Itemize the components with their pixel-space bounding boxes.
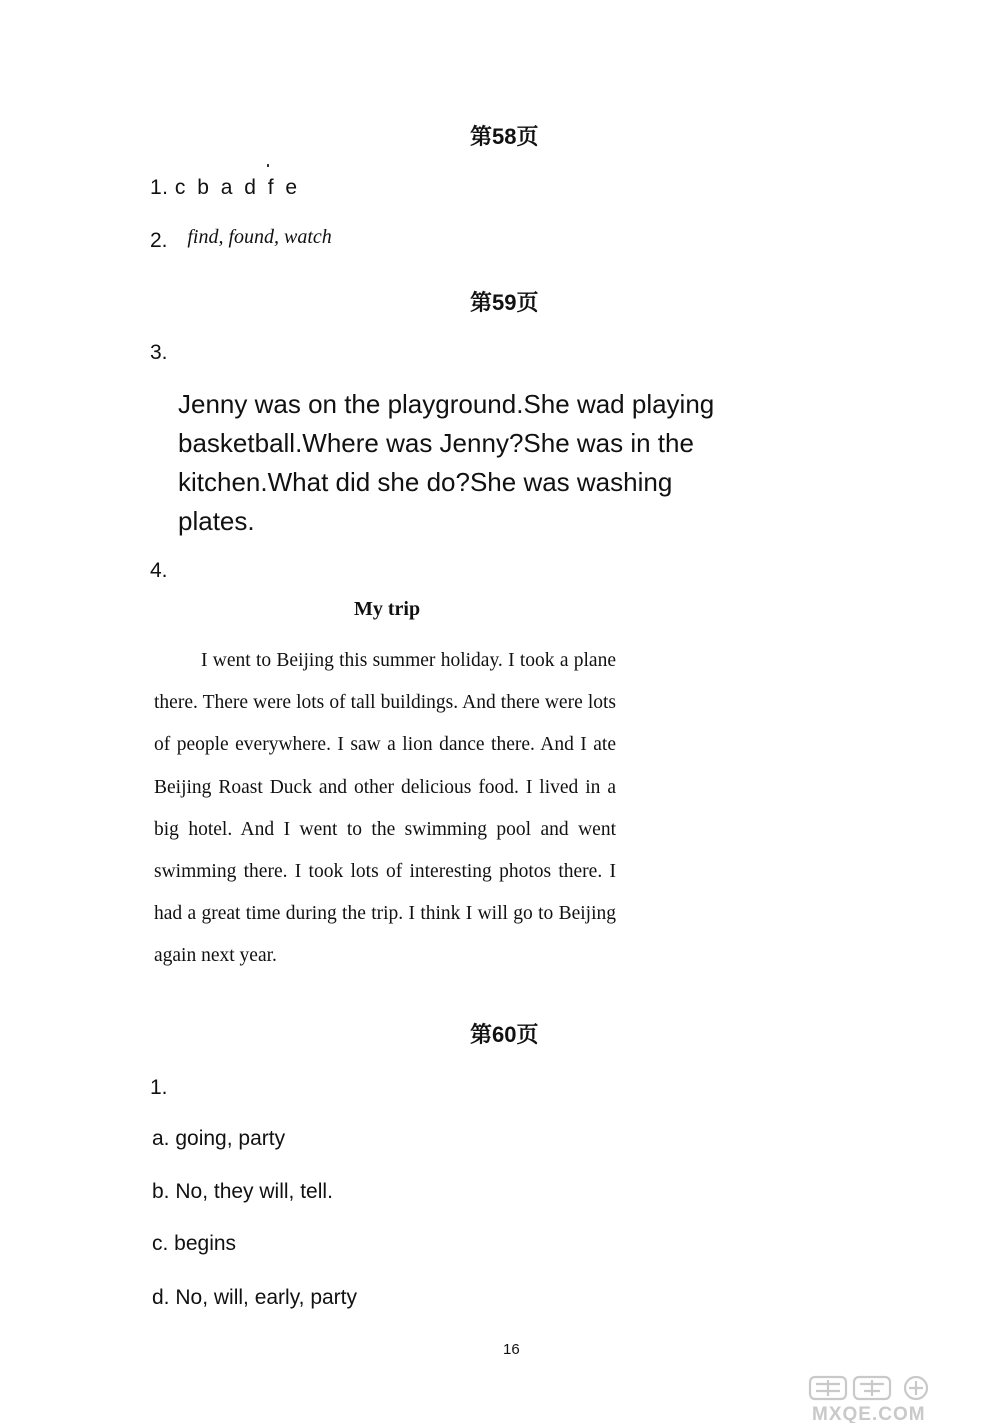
answer-line-b: b. No, they will, tell.	[152, 1180, 333, 1203]
answer-1-page58	[150, 176, 300, 200]
answer-text: c b a d f e	[174, 176, 301, 199]
answer-number: 1.	[150, 176, 169, 199]
answer-2-page58	[150, 226, 332, 253]
answer-line-c: c. begins	[152, 1232, 237, 1255]
answer-1-page60-number: 1.	[150, 1076, 168, 1099]
essay-body: I went to Beijing this summer holiday. I took a plane there. There were lots of tall buildings. And there were lots of people everywhere. I saw a lion dance there. And I ate Beijing Roast Duck and other delicious food. I lived in a big hotel. And I went to the swimming pool and went swimming there. I took lots of interesting photos there. I had a great time during the trip. I think I will go to Beijing again next year.	[154, 650, 616, 967]
scan-speck	[267, 164, 269, 167]
answer-4-number: 4.	[150, 559, 168, 582]
answer-line-d: d. No, will, early, party	[152, 1286, 358, 1309]
answer-3-text: Jenny was on the playground.She wad playing basketball.Where was Jenny?She was in the kitchen.What did she do?She was washing plates.	[178, 389, 715, 536]
answer-text: find, found, watch	[187, 226, 332, 248]
watermark-logo	[808, 1375, 990, 1423]
essay-title: My trip	[354, 598, 421, 620]
answer-line-a: a. going, party	[152, 1127, 286, 1150]
svg-text:MXQE.COM: MXQE.COM	[812, 1404, 926, 1423]
section-heading-60: 第60页	[470, 1022, 539, 1047]
page-number: 16	[503, 1341, 520, 1358]
section-heading-59: 第59页	[470, 290, 539, 315]
answer-3-number: 3.	[150, 341, 168, 364]
answer-number: 2.	[150, 229, 168, 252]
section-heading-58: 第58页	[470, 124, 539, 149]
